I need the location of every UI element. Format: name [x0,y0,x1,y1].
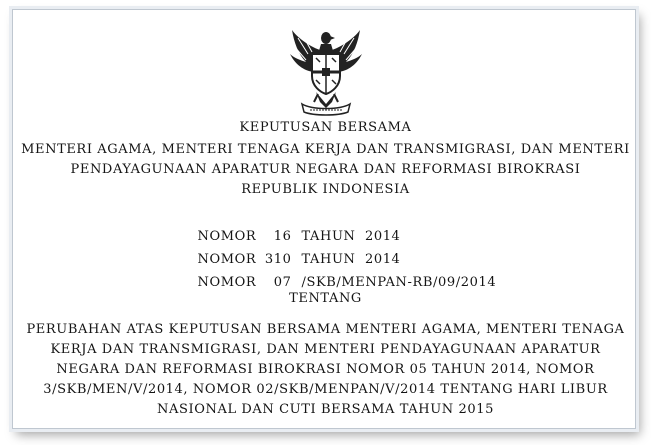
subject-line-4: 3/SKB/MEN/V/2014, NOMOR 02/SKB/MENPAN/V/2014 TENTANG HARI LIBUR [43,382,608,397]
subject-line-2: KERJA DAN TRANSMIGRASI, DAN MENTERI PENDAYAGUNAAN APARATUR [50,342,601,357]
nomor-label: NOMOR [197,252,257,267]
garuda-emblem-icon [286,28,366,118]
nomor-number: 16 [273,229,292,244]
decree-issuer-line-3: REPUBLIK INDONESIA [241,182,410,197]
nomor-line-3 [188,260,496,290]
nomor-year: TAHUN 2014 [301,229,401,244]
tentang-heading: TENTANG [289,291,362,306]
subject-line-1: PERUBAHAN ATAS KEPUTUSAN BERSAMA MENTERI AGAMA, MENTERI TENAGA [26,322,625,337]
nomor-label: NOMOR [197,275,257,290]
decree-issuer-line-2: PENDAYAGUNAAN APARATUR NEGARA DAN REFORMASI BIROKRASI [70,162,581,177]
nomor-suffix: /SKB/MENPAN-RB/09/2014 [301,275,497,290]
decree-title: KEPUTUSAN BERSAMA [239,120,412,135]
decree-issuer-line-1: MENTERI AGAMA, MENTERI TENAGA KERJA DAN TRANSMIGRASI, DAN MENTERI [21,142,630,157]
nomor-number: 07 [273,275,292,290]
subject-line-5: NASIONAL DAN CUTI BERSAMA TAHUN 2015 [157,402,494,417]
nomor-number: 310 [264,252,292,267]
subject-line-3: NEGARA DAN REFORMASI BIROKRASI NOMOR 05 TAHUN 2014, NOMOR [56,362,595,377]
nomor-year: TAHUN 2014 [301,252,401,267]
nomor-label: NOMOR [197,229,257,244]
